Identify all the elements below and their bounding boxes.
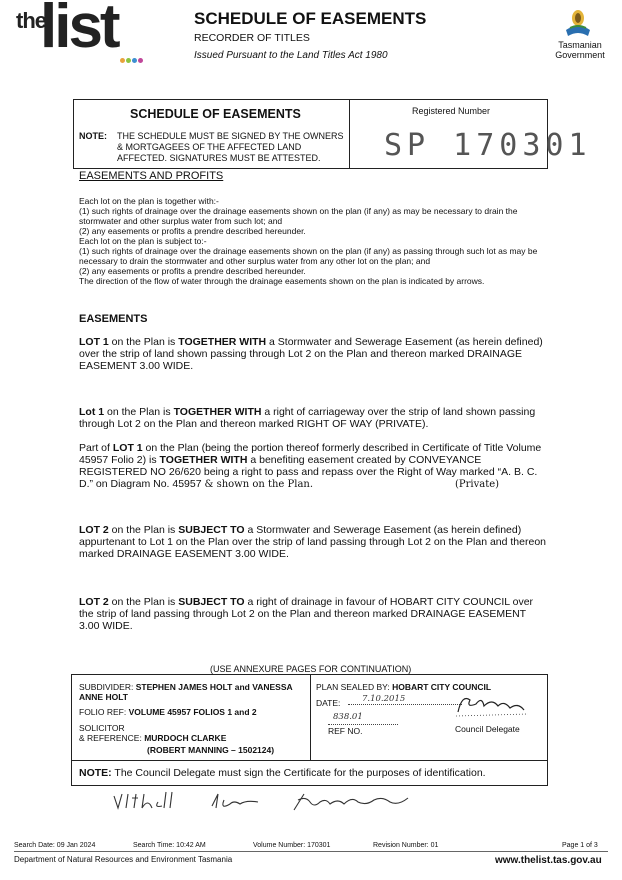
header-title: SCHEDULE OF EASEMENTS [194, 9, 427, 28]
easements-and-profits-text [79, 196, 549, 286]
easement-paragraph-4 [79, 524, 549, 560]
solicitor-field [79, 733, 307, 743]
lot-ref: LOT 2 [79, 596, 109, 608]
council-delegate-label: Council Delegate [455, 724, 520, 734]
easements-and-profits-heading: EASEMENTS AND PROFITS [79, 170, 224, 182]
ep-line: (1) such rights of drainage over the drainage easements shown on the plan (if any) as passing through such lot as may be necessary to drain the stormwater and other surplus water from any other lot on the plan; and [79, 246, 538, 266]
easement-paragraph-5 [79, 596, 549, 632]
keyword: SUBJECT TO [178, 524, 245, 536]
text: on the Plan is [108, 524, 179, 536]
ref-no-value: 838.01 [333, 712, 363, 722]
ep-line: The direction of the flow of water through the drainage easements shown on the plan is indicated by arrows. [79, 276, 485, 286]
plan-sealed-label: PLAN SEALED BY: [316, 682, 390, 692]
footer-search-date: Search Date: 09 Jan 2024 [14, 842, 96, 849]
schedule-box-title: SCHEDULE OF EASEMENTS [130, 107, 301, 121]
council-note [79, 767, 486, 779]
logo-dot [138, 58, 143, 63]
subdivider-label: SUBDIVIDER: [79, 682, 134, 692]
ref-no-label: REF NO. [328, 724, 398, 736]
plan-sealed-value: HOBART CITY COUNCIL [392, 682, 492, 692]
government-label [548, 40, 612, 60]
ep-line: (2) any easements or profits a prendre described hereunder. [79, 266, 306, 276]
lot-ref: LOT 2 [79, 524, 109, 536]
keyword: SUBJECT TO [178, 596, 245, 608]
council-note-text: The Council Delegate must sign the Certificate for the purposes of identification. [111, 767, 486, 779]
solicitor-value: MURDOCH CLARKE [144, 733, 227, 743]
footer-department: Department of Natural Resources and Environment Tasmania [14, 855, 233, 864]
lot-ref: Lot 1 [79, 406, 105, 418]
government-label-line2: Government [555, 50, 605, 60]
solicitor-ref-label: & REFERENCE: [79, 733, 142, 743]
council-delegate-signature [452, 690, 530, 722]
footer-rule [14, 851, 608, 852]
date-value: 7.10.2015 [348, 694, 462, 705]
schedule-note-text: THE SCHEDULE MUST BE SIGNED BY THE OWNERS & MORTGAGEES OF THE AFFECTED LAND AFFECTED. SIGNATURES MUST BE ATTESTED. [117, 131, 344, 163]
subdivider-value: STEPHEN JAMES HOLT and VANESSA ANNE HOLT [79, 682, 293, 702]
text: Part of [79, 442, 113, 454]
solicitor-label: SOLICITOR [79, 723, 125, 733]
owner-signatures [108, 788, 428, 814]
council-note-label: NOTE: [79, 767, 112, 779]
footer-revision-number: Revision Number: 01 [373, 842, 439, 849]
easement-paragraph-2 [79, 406, 549, 430]
text: on the Plan is [108, 336, 179, 348]
details-box-rule [71, 760, 547, 761]
logo-dot [120, 58, 125, 63]
date-label: DATE: [316, 698, 341, 708]
text: a right of drainage in favour of HOBART CITY COUNCIL over the strip of land passing through Lot 2 on the Plan and thereon marked DRAINAGE EASEMENT 3.00 WIDE. [79, 596, 534, 632]
details-box-divider [310, 674, 311, 760]
solicitor-ref-value: (ROBERT MANNING – 1502124) [147, 745, 275, 755]
text: a right of carriageway over the strip of land shown passing through Lot 2 on the Plan and thereon marked RIGHT OF WAY (PRIVATE). [79, 406, 536, 430]
registered-number: SP 170301 [384, 128, 592, 163]
text: on the Plan is [104, 406, 174, 418]
logo-list: list [40, 0, 118, 61]
easement-paragraph-1 [79, 336, 549, 372]
lot-ref: LOT 1 [79, 336, 109, 348]
easements-heading: EASEMENTS [79, 313, 148, 325]
logo-the: the [16, 8, 46, 33]
footer-search-time: Search Time: 10:42 AM [133, 842, 206, 849]
government-label-line1: Tasmanian [558, 40, 602, 50]
tasmanian-government-crest-icon [562, 8, 594, 38]
ep-line: (2) any easements or profits a prendre described hereunder. [79, 226, 306, 236]
text: a Stormwater and Sewerage Easement (as herein defined) appurtenant to Lot 1 on the Plan over the strip of land passing through Lot 2 on the Plan and thereon marked DRAINAGE EASEMENT 3.00 WIDE. [79, 524, 547, 560]
keyword: TOGETHER WITH [159, 454, 248, 466]
ep-line: (1) such rights of drainage over the drainage easements shown on the plan (if any) as may be necessary to drain the stormwater and other surplus water from such lot; and [79, 206, 518, 226]
logo-dot [132, 58, 137, 63]
logo-dots [120, 50, 144, 68]
schedule-box-divider [349, 99, 350, 168]
folio-label: FOLIO REF: [79, 707, 127, 717]
lot-ref: LOT 1 [112, 442, 143, 454]
header-act: Issued Pursuant to the Land Titles Act 1980 [194, 50, 388, 61]
text: on the Plan (being the portion thereof formerly described in Certificate of Title Volume 45957 Folio 2) is [79, 442, 542, 466]
subdivider-field [79, 682, 307, 702]
footer-page: Page 1 of 3 [562, 842, 598, 849]
private-annotation: (Private) [455, 479, 500, 490]
folio-field [79, 707, 307, 717]
folio-value: VOLUME 45957 FOLIOS 1 and 2 [128, 707, 257, 717]
header-subtitle: RECORDER OF TITLES [194, 32, 310, 44]
ep-line: Each lot on the plan is subject to:- [79, 236, 207, 246]
footer-website-link[interactable]: www.thelist.tas.gov.au [495, 855, 602, 866]
keyword: TOGETHER WITH [173, 406, 262, 418]
logo-dot [126, 58, 131, 63]
solicitor-reference [147, 745, 307, 755]
text: a Stormwater and Sewerage Easement (as herein defined) over the strip of land shown passing through Lot 2 on the Plan and thereon marked DRAINAGE EASEMENT 3.00 WIDE. [79, 336, 543, 372]
text: a benefiting easement created by CONVEYANCE REGISTERED NO 26/620 being a right to pass and repass over the Right of Way marked “A. B. C. D.” on Diagram No. 45957 [79, 454, 538, 490]
ep-line: Each lot on the plan is together with:- [79, 196, 219, 206]
keyword: TOGETHER WITH [178, 336, 267, 348]
registered-number-label: Registered Number [412, 106, 491, 116]
footer-volume-number: Volume Number: 170301 [253, 842, 331, 849]
text: on the Plan is [108, 596, 179, 608]
handwritten-addition: & shown on the Plan. [204, 479, 314, 490]
schedule-note-label: NOTE: [79, 131, 107, 141]
continuation-note: (USE ANNEXURE PAGES FOR CONTINUATION) [210, 664, 412, 674]
